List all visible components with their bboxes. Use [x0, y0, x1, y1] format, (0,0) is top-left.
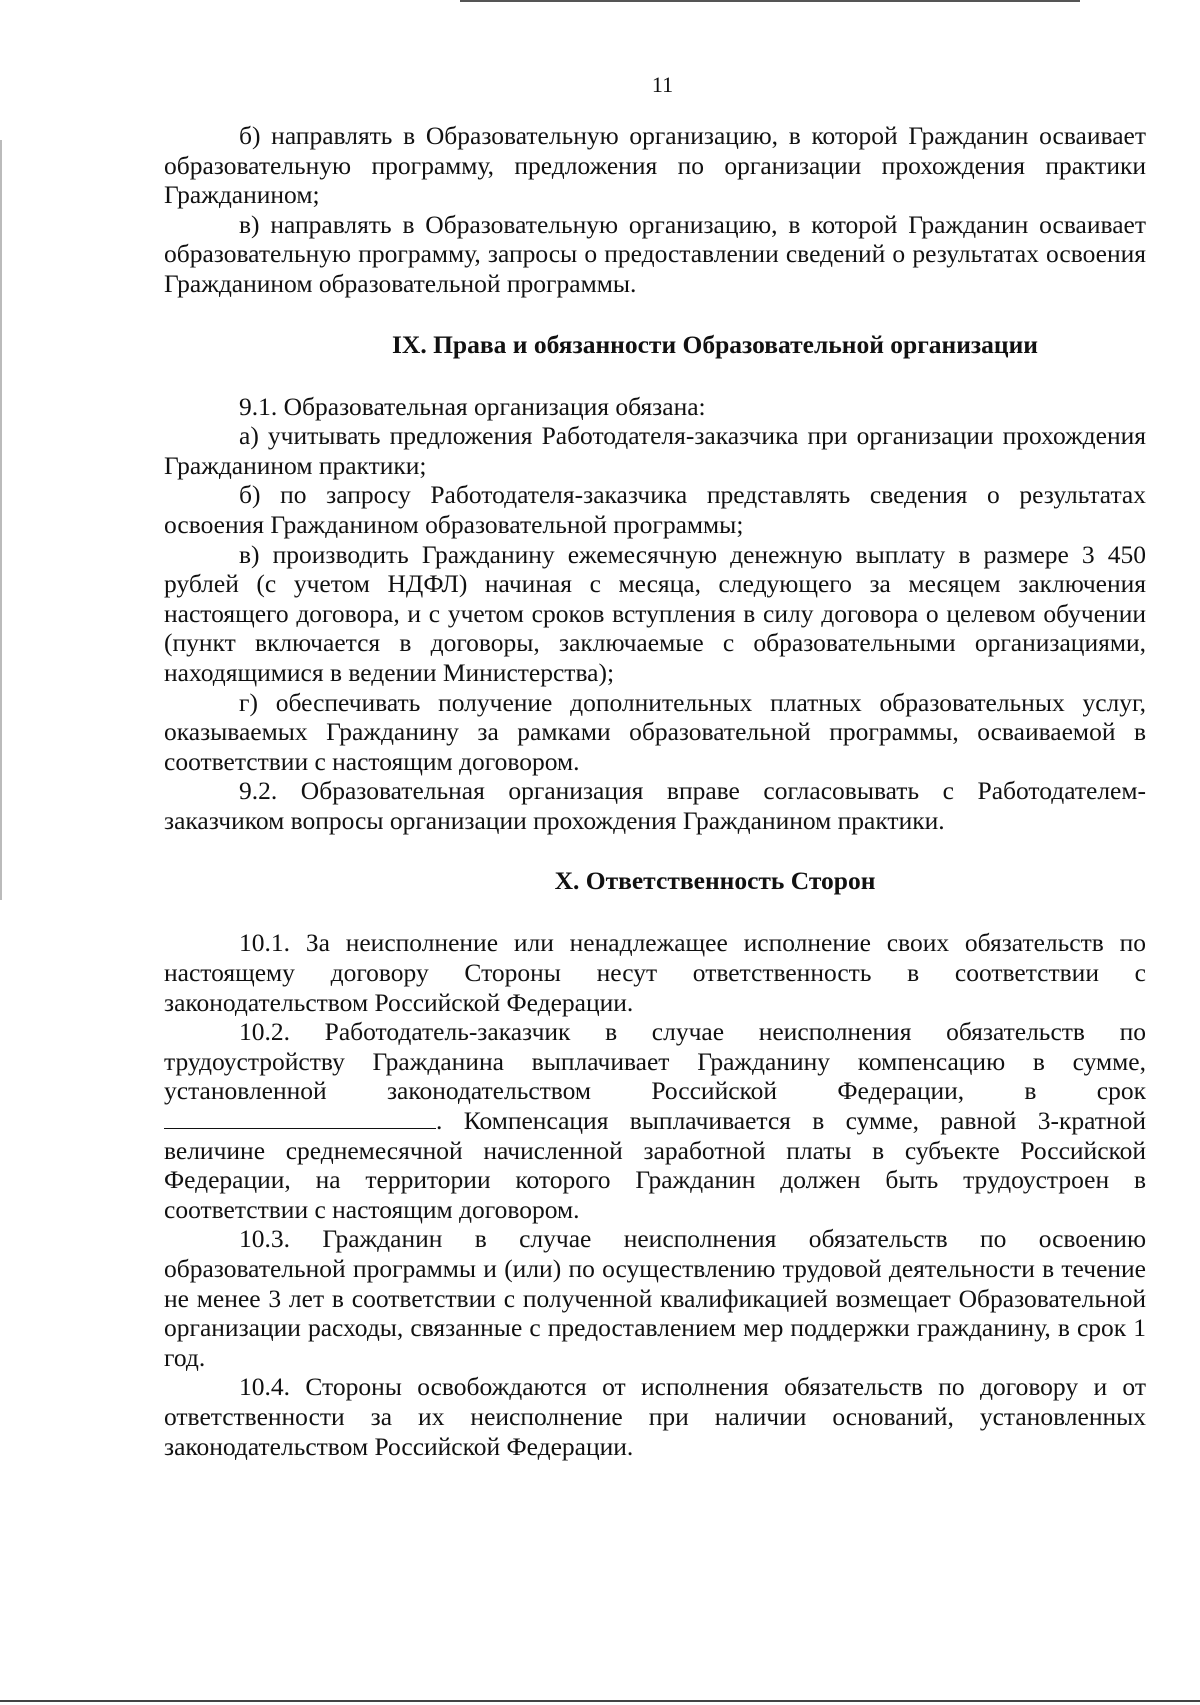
document-body [164, 121, 1146, 1461]
paragraph-10-4: 10.4. Стороны освобождаются от исполнения обязательств по договору и от ответственности за их неисполнение при наличии оснований, установленных законодательством Российской Федерации. [164, 1372, 1146, 1461]
paragraph-10-1: 10.1. За неисполнение или ненадлежащее исполнение своих обязательств по настоящему договору Стороны несут ответственность в соответствии с законодательством Российской Федерации. [164, 928, 1146, 1017]
paragraph-10-3: 10.3. Гражданин в случае неисполнения обязательств по освоению образовательной программы и (или) по осуществлению трудовой деятельности в течение не менее 3 лет в соответствии с полученной квалификацией возмещает Образовательной организации расходы, связанные с предоставлением мер поддержки гражданину, в срок 1 год. [164, 1224, 1146, 1372]
paragraph-10-2 [164, 1017, 1146, 1224]
paragraph-9-1-g: г) обеспечивать получение дополнительных платных образовательных услуг, оказываемых Гражданину за рамками образовательной программы, осваиваемой в соответствии с настоящим договором. [164, 687, 1146, 776]
scan-edge-top [460, 0, 1080, 2]
section-10-heading: X. Ответственность Сторон [554, 866, 876, 896]
paragraph-b-practice-proposals: б) направлять в Образовательную организацию, в которой Гражданин осваивает образовательную программу, предложения по организации прохождения практики Гражданином; [164, 121, 1146, 210]
paragraph-10-2-text-end: . Компенсация выплачивается в сумме, равной 3-кратной величине среднемесячной начисленной заработной платы в субъекте Российской Федерации, на территории которого Гражданин должен быть трудоустроен в соответствии с настоящим договором. [164, 1106, 1146, 1224]
paragraph-9-1-b: б) по запросу Работодателя-заказчика представлять сведения о результатах освоения Гражданином образовательной программы; [164, 480, 1146, 539]
term-blank-line [164, 1106, 436, 1129]
page-number: 11 [651, 72, 674, 97]
section-9-heading: IX. Права и обязанности Образовательной организации [392, 329, 1038, 359]
paragraph-9-2: 9.2. Образовательная организация вправе согласовывать с Работодателем-заказчиком вопросы организации прохождения Гражданином практики. [164, 776, 1146, 835]
scan-edge-left [0, 140, 2, 900]
paragraph-9-1-v: в) производить Гражданину ежемесячную денежную выплату в размере 3 450 рублей (с учетом НДФЛ) начиная с месяца, следующего за месяцем заключения настоящего договора, и с учетом сроков вступления в силу договора о целевом обучении (пункт включается в договоры, заключаемые с образовательными организациями, находящимися в ведении Министерства); [164, 539, 1146, 687]
paragraph-v-results-requests: в) направлять в Образовательную организацию, в которой Гражданин осваивает образовательную программу, запросы о предоставлении сведений о результатах освоения Гражданином образовательной программы. [164, 209, 1146, 298]
scan-edge-bottom [0, 1700, 1200, 1702]
paragraph-9-1-a: а) учитывать предложения Работодателя-заказчика при организации прохождения Гражданином практики; [164, 421, 1146, 480]
paragraph-9-1: 9.1. Образовательная организация обязана: [239, 391, 706, 421]
paragraph-10-2-text-start: 10.2. Работодатель-заказчик в случае неисполнения обязательств по трудоустройству Гражданина выплачивает Гражданину компенсацию в сумме, установленной законодательством Российской Федерации, в срок [164, 1017, 1146, 1106]
